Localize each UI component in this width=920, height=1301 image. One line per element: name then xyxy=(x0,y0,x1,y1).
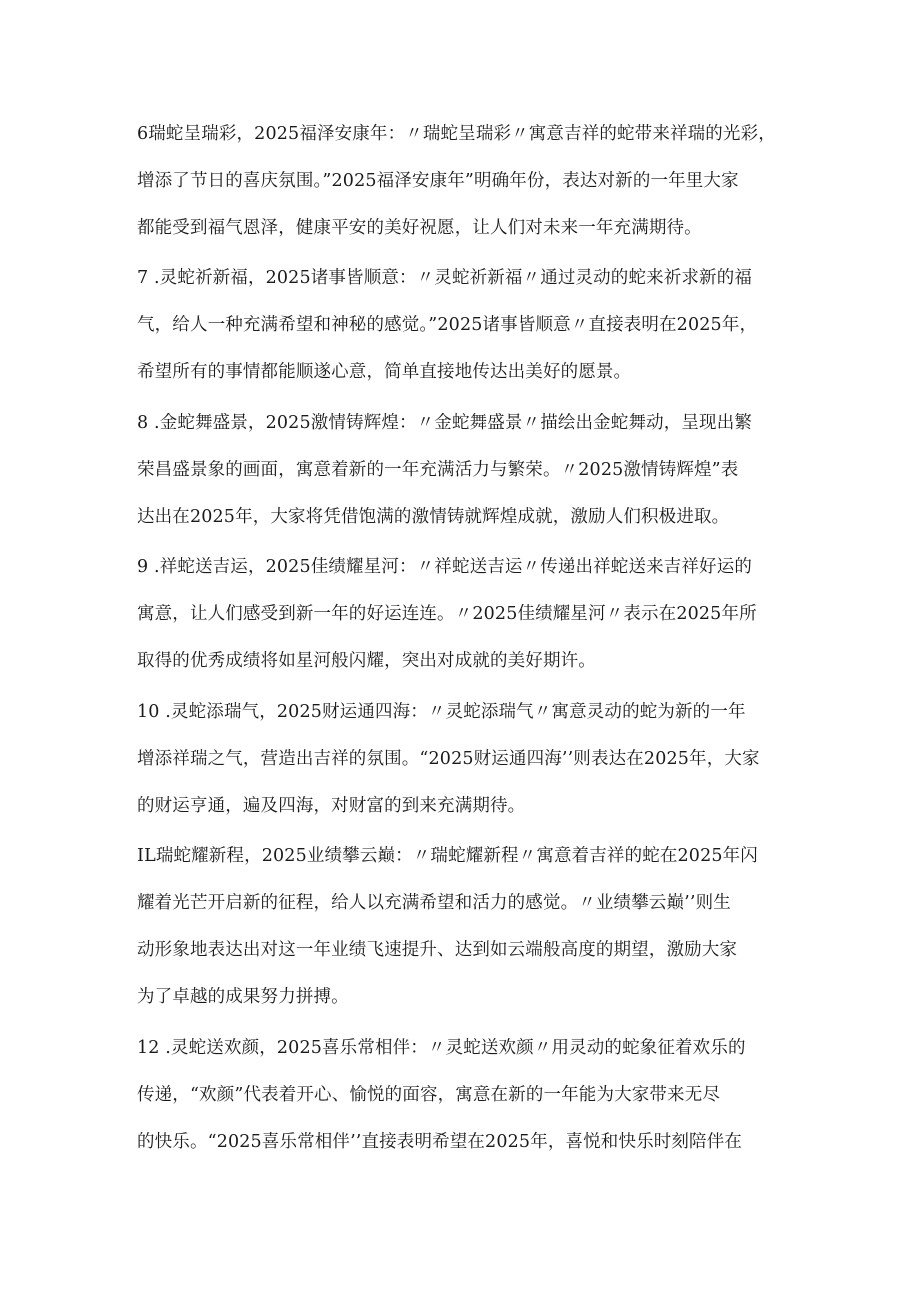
text-line: 9 .祥蛇送吉运，2025佳绩耀星河：〃祥蛇送吉运〃传递出祥蛇送来吉祥好运的 xyxy=(137,557,752,577)
text-line: 增添祥瑞之气，营造出吉祥的氛围。“2025财运通四海’’则表达在2025年，大家 xyxy=(137,749,760,769)
text-line: 寓意，让人们感受到新一年的好运连连。〃2025佳绩耀星河〃表示在2025年所 xyxy=(137,604,757,624)
text-line: 10 .灵蛇添瑞气，2025财运通四海：〃灵蛇添瑞气〃寓意灵动的蛇为新的一年 xyxy=(137,702,746,722)
text-line: 增添了节日的喜庆氛围。”2025福泽安康年”明确年份，表达对新的一年里大家 xyxy=(137,171,739,191)
text-line: 的快乐。“2025喜乐常相伴’’直接表明希望在2025年，喜悦和快乐时刻陪伴在 xyxy=(137,1132,742,1152)
text-line: 8 .金蛇舞盛景，2025激情铸辉煌：〃金蛇舞盛景〃描绘出金蛇舞动，呈现出繁 xyxy=(137,413,752,433)
text-line: 取得的优秀成绩将如星河般闪耀，突出对成就的美好期许。 xyxy=(137,651,596,671)
text-line: 达出在2025年，大家将凭借饱满的激情铸就辉煌成就，激励人们积极进取。 xyxy=(137,507,730,527)
text-line: 6瑞蛇呈瑞彩，2025福泽安康年：〃瑞蛇呈瑞彩〃寓意吉祥的蛇带来祥瑞的光彩， xyxy=(137,124,776,144)
text-line: 气，给人一种充满希望和神秘的感觉。”2025诸事皆顺意〃直接表明在2025年， xyxy=(137,315,758,335)
text-line: 传递，“欢颜”代表着开心、愉悦的面容，寓意在新的一年能为大家带来无尽 xyxy=(137,1085,720,1105)
text-line: 7 .灵蛇祈新福，2025诸事皆顺意：〃灵蛇祈新福〃通过灵动的蛇来祈求新的福 xyxy=(137,268,752,288)
text-line: 12 .灵蛇送欢颜，2025喜乐常相伴：〃灵蛇送欢颜〃用灵动的蛇象征着欢乐的 xyxy=(137,1038,746,1058)
text-line: IL瑞蛇耀新程，2025业绩攀云巅：〃瑞蛇耀新程〃寓意着吉祥的蛇在2025年闪 xyxy=(137,846,758,866)
text-line: 荣昌盛景象的画面，寓意着新的一年充满活力与繁荣。〃2025激情铸辉煌”表 xyxy=(137,460,739,480)
text-line: 动形象地表达出对这一年业绩飞速提升、达到如云端般高度的期望，激励大家 xyxy=(137,940,738,960)
text-line: 的财运亨通，遍及四海，对财富的到来充满期待。 xyxy=(137,796,526,816)
text-line: 都能受到福气恩泽，健康平安的美好祝愿，让人们对未来一年充满期待。 xyxy=(137,218,702,238)
text-line: 耀着光芒开启新的征程，给人以充满希望和活力的感觉。〃业绩攀云巅’’则生 xyxy=(137,893,731,913)
text-line: 为了卓越的成果努力拼搏。 xyxy=(137,987,349,1007)
text-line: 希望所有的事情都能顺遂心意，简单直接地传达出美好的愿景。 xyxy=(137,362,632,382)
